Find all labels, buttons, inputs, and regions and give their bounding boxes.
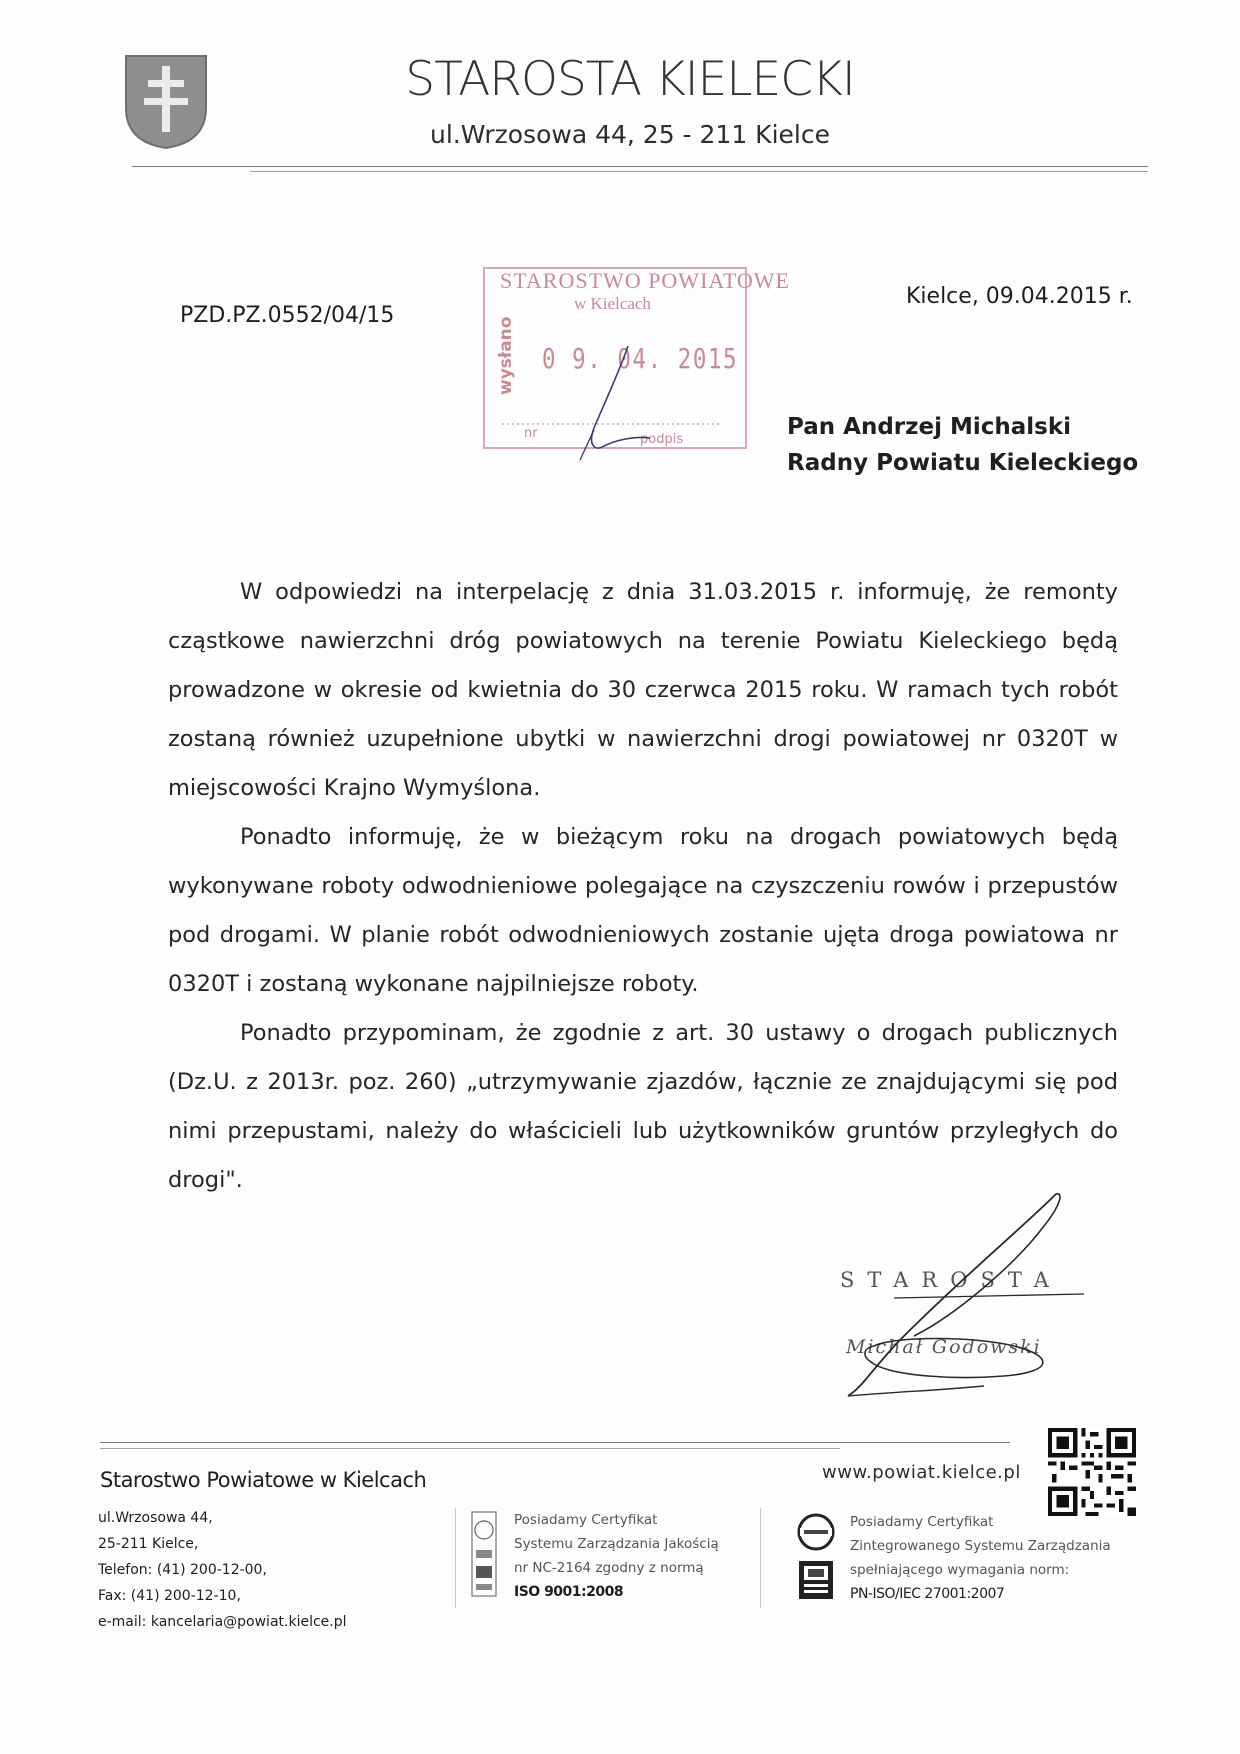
office-title: STAROSTA KIELECKI <box>405 52 855 107</box>
cert2-line-1: Posiadamy Certyfikat <box>850 1514 994 1530</box>
office-address: ul.Wrzosowa 44, 25 - 211 Kielce <box>430 120 830 149</box>
footer-website: www.powiat.kielce.pl <box>822 1462 1021 1483</box>
body-paragraph-2: Ponadto informuję, że w bieżącym roku na drogach powiatowych będą wykonywane roboty odwodnieniowe polegające na czyszczeniu rowów i przepustów pod drogami. W planie robót odwodnieniowych zostanie ujęta droga powiatowa nr 0320T i zostaną wykonane najpilniejsze roboty. <box>168 824 1118 997</box>
cert1-line-3: nr NC-2164 zgodny z normą <box>514 1560 704 1576</box>
footer-rule <box>100 1442 1010 1443</box>
signatory-name: Michał Godowski <box>846 1336 1042 1358</box>
stamp-office-name: STAROSTWO POWIATOWE <box>500 268 790 293</box>
cert2-line-2: Zintegrowanego Systemu Zarządzania <box>850 1538 1111 1554</box>
stamp-date: 0 9. 04. 2015 <box>542 342 739 375</box>
coat-of-arms-logo <box>124 54 208 150</box>
signature-title: STAROSTA <box>840 1268 1062 1292</box>
cert1-line-1: Posiadamy Certyfikat <box>514 1512 658 1528</box>
footer-phone: Telefon: (41) 200-12-00, <box>98 1562 267 1578</box>
cert1-line-2: Systemu Zarządzania Jakością <box>514 1536 719 1552</box>
cert2-standard: PN-ISO/IEC 27001:2007 <box>850 1586 1005 1602</box>
body-paragraph-1: W odpowiedzi na interpelację z dnia 31.03.2015 r. informuję, że remonty cząstkowe nawierzchni dróg powiatowych na terenie Powiatu Kieleckiego będą prowadzone w okresie od kwietnia do 30 czerwca 2015 roku. W ramach tych robót zostaną również uzupełnione ubytki w nawierzchni drogi powiatowej nr 0320T w miejscowości Krajno Wymyślona. <box>168 579 1118 801</box>
reference-number: PZD.PZ.0552/04/15 <box>180 303 395 328</box>
pca-accreditation-icon <box>798 1560 834 1600</box>
letter-date: Kielce, 09.04.2015 r. <box>906 284 1133 309</box>
stamp-signature-label: podpis <box>640 432 684 447</box>
footer-city: 25-211 Kielce, <box>98 1536 199 1552</box>
footer-org-name: Starostwo Powiatowe w Kielcach <box>100 1468 427 1492</box>
header-rule-thin <box>250 171 1148 172</box>
footer-separator-2 <box>760 1508 761 1608</box>
stamp-city: w Kielcach <box>574 294 651 313</box>
handwritten-signature <box>834 1186 1094 1406</box>
letter-body <box>168 568 1118 1205</box>
footer-separator-1 <box>455 1508 456 1608</box>
recipient-name: Pan Andrzej Michalski <box>787 414 1072 440</box>
stamp-initials-signature <box>560 330 700 470</box>
cert2-line-3: spełniającego wymagania norm: <box>850 1562 1070 1578</box>
qr-code-icon <box>1048 1428 1136 1516</box>
body-paragraph-3: Ponadto przypominam, że zgodnie z art. 30 ustawy o drogach publicznych (Dz.U. z 2013r. poz. 260) „utrzymywanie zjazdów, łącznie ze znajdującymi się pod nimi przepustami, należy do właścicieli lub użytkowników gruntów przyległych do drogi". <box>168 1020 1118 1193</box>
pca-certificate-icon <box>470 1510 498 1598</box>
footer-fax: Fax: (41) 200-12-10, <box>98 1588 241 1604</box>
recipient-title: Radny Powiatu Kieleckiego <box>787 450 1139 476</box>
footer-email: e-mail: kancelaria@powiat.kielce.pl <box>98 1614 347 1630</box>
tuv-certificate-icon <box>796 1512 836 1552</box>
stamp-sent-label: wysłano <box>496 316 516 395</box>
stamp-nr-label: nr <box>524 426 538 441</box>
footer-street: ul.Wrzosowa 44, <box>98 1510 213 1526</box>
cert1-standard: ISO 9001:2008 <box>514 1584 624 1600</box>
footer-rule-thin <box>100 1448 840 1449</box>
header-rule <box>132 166 1148 167</box>
